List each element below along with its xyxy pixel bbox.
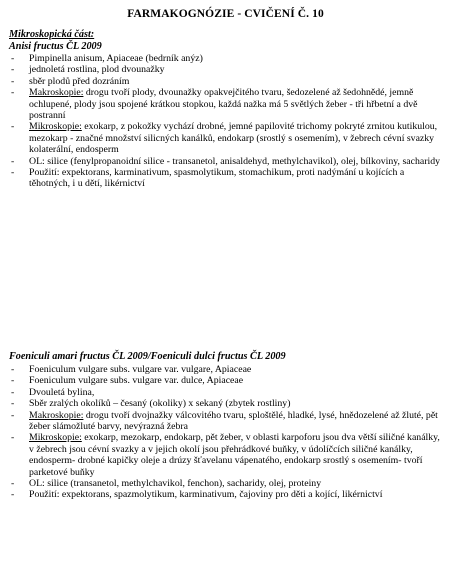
item-text: OL: silice (transanetol, methylchavikol, fenchon), sacharidy, olej, proteiny xyxy=(29,478,322,490)
section-anisi-heading xyxy=(9,29,102,52)
bullet-dash: - xyxy=(11,364,15,375)
list-item xyxy=(9,410,441,433)
drug-name-anisi: Anisi fructus ČL 2009 xyxy=(9,40,102,52)
list-item xyxy=(9,76,441,87)
list-item xyxy=(9,387,441,398)
item-text: exokarp, mezokarp, endokarp, pět žeber, v oblasti karpoforu jsou dva větší siličné kanálky, v žebrech jsou cévní svazky a v jejich okolí jsou přehrádkové buňky, v údolíčcích siličné kanálky, endosperm- drobné kapičky oleje a drúzy šťavelanu vápenatého, endokarp srostlý s osemením- tvoří parketové buňky xyxy=(29,432,440,478)
bullet-dash: - xyxy=(11,75,15,87)
bullet-dash: - xyxy=(11,375,15,387)
foeniculi-list xyxy=(9,364,441,501)
list-item xyxy=(9,64,441,75)
item-text: jednoletá rostlina, plod dvounažky xyxy=(29,64,165,76)
list-item xyxy=(9,489,441,500)
list-item xyxy=(9,53,441,64)
item-text: exokarp, z pokožky vychází drobné, jemné papilovité trichomy pokryté zrnitou kutikulou, mezokarp - značné množství silicných kanálků, endokarp (srostlý s osemením), v žebrech cévní svazky kolaterální, endosperm xyxy=(29,121,438,156)
item-label: Makroskopie: xyxy=(29,409,84,421)
list-item xyxy=(9,432,441,478)
bullet-dash: - xyxy=(11,64,15,76)
bullet-dash: - xyxy=(11,167,15,179)
section-foeniculi-heading xyxy=(9,351,286,363)
item-text: Použití: expektorans, spazmolytikum, karminativum, čajoviny pro děti a kojící, likérnictví xyxy=(29,489,383,501)
bullet-dash: - xyxy=(11,409,15,421)
bullet-dash: - xyxy=(11,87,15,99)
section-subheading: Mikroskopická část: xyxy=(9,29,95,40)
bullet-dash: - xyxy=(11,155,15,167)
item-text: Foeniculum vulgare subs. vulgare var. dulce, Apiaceae xyxy=(29,375,244,387)
item-text: Použití: expektorans, karminativum, spasmolytikum, stomachikum, proti nadýmání u kojících a těhotných, i u dětí, likérnictví xyxy=(29,167,405,190)
item-label: Mikroskopie: xyxy=(29,121,82,133)
list-item xyxy=(9,167,441,190)
list-item xyxy=(9,478,441,489)
bullet-dash: - xyxy=(11,398,15,410)
list-item xyxy=(9,156,441,167)
page-title: FARMAKOGNÓZIE - CVIČENÍ Č. 10 xyxy=(127,8,324,20)
list-item xyxy=(9,364,441,375)
bullet-dash: - xyxy=(11,478,15,490)
item-text: sběr plodů před dozráním xyxy=(29,75,130,87)
item-text: drogu tvoří plody, dvounažky opakvejčitého tvaru, šedozelené až šedohnědé, jemně ochlupené, plody jsou spojené krátkou stopkou, každá nažka má 5 světlých žeber - tři hřbetní a dvě postranní xyxy=(29,87,418,122)
list-item xyxy=(9,121,441,155)
bullet-dash: - xyxy=(11,386,15,398)
item-text: Dvouletá bylina, xyxy=(29,386,95,398)
drug-name-foeniculi: Foeniculi amari fructus ČL 2009/Foeniculi dulci fructus ČL 2009 xyxy=(9,351,286,362)
item-text: Pimpinella anisum, Apiaceae (bedrník anýz) xyxy=(29,53,203,64)
anisi-list xyxy=(9,53,441,190)
item-text: Foeniculum vulgare subs. vulgare var. vulgare, Apiaceae xyxy=(29,364,252,375)
item-text: drogu tvoří dvojnažky válcovitého tvaru, sploštělé, hladké, lysé, hnědozelené až žluté, pět žeber slámožluté barvy, nevýrazná žebra xyxy=(29,409,438,433)
bullet-dash: - xyxy=(11,121,15,133)
item-label: Makroskopie: xyxy=(29,87,84,99)
item-text: OL: silice (fenylpropanoidní silice - transanetol, anisaldehyd, methylchavikol), olej, bílkoviny, sacharidy xyxy=(29,155,440,167)
list-item xyxy=(9,375,441,386)
list-item xyxy=(9,398,441,409)
bullet-dash: - xyxy=(11,432,15,444)
bullet-dash: - xyxy=(11,489,15,501)
bullet-dash: - xyxy=(11,53,15,64)
item-text: Sběr zralých okolíků – česaný (okoliky) x sekaný (zbytek rostliny) xyxy=(29,398,291,410)
list-item xyxy=(9,87,441,121)
item-label: Mikroskopie: xyxy=(29,432,82,444)
